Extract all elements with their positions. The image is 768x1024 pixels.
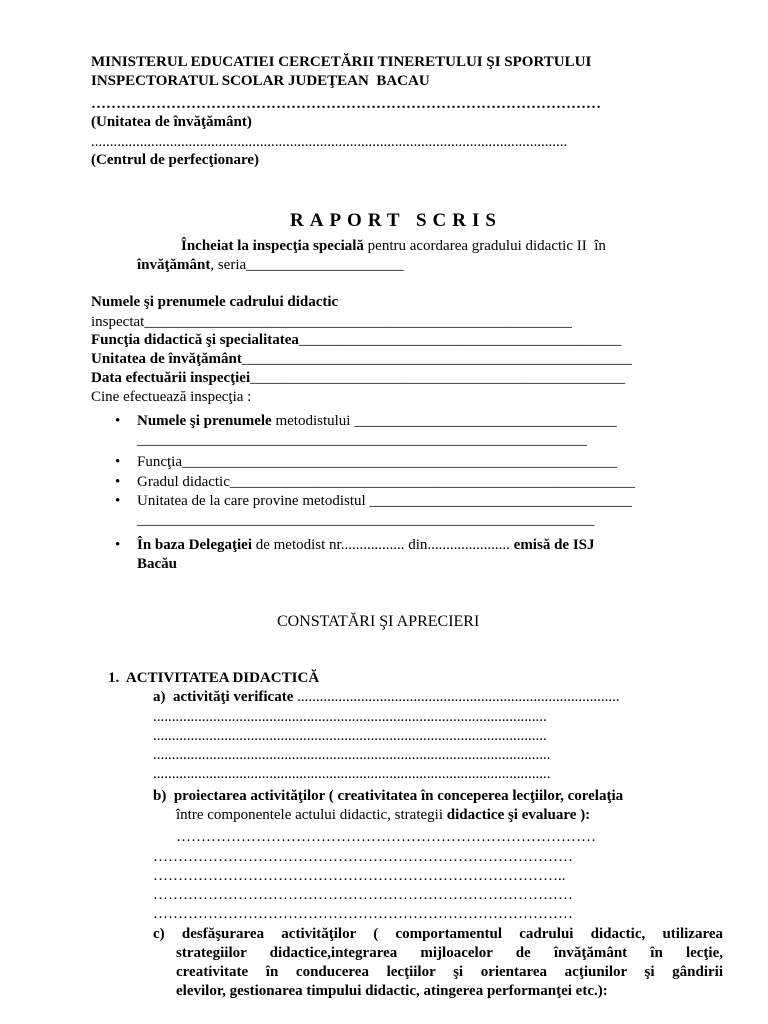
ministry-heading: MINISTERUL EDUCATIEI CERCETĂRII TINERETULUI ŞI SPORTULUI [91, 54, 592, 70]
activity-c-line-1: c) desfăşurarea activităţilor ( comportamentul cadrului didactic, utilizarea [153, 926, 723, 942]
unit-blank: ____________________________________________________ [241, 351, 632, 367]
activity-c-line-3: creativitate în conducerea lecţiilor şi orientarea acţiunilor şi gândirii [176, 964, 723, 980]
activity-b-line: ………………………………………………………………………… [153, 906, 573, 922]
unit-field-label: Unitatea de învăţământ [91, 351, 242, 367]
intro-bold-1: Încheiat la inspecţia specială [181, 238, 364, 254]
activity-a-line: ......................................................................................................... [153, 709, 547, 725]
bullet: • [115, 474, 121, 490]
date-label: Data efectuării inspecţiei [91, 370, 251, 386]
methodist-unit-blank: ___________________________________ [369, 493, 632, 509]
function-label: Funcţia didactică şi specialitatea [91, 332, 299, 348]
methodist-function-field [137, 453, 617, 471]
methodist-grade-blank: ______________________________________________________ [229, 474, 635, 490]
activity-c-line-4: elevilor, gestionarea timpului didactic, atingerea performanţei etc.): [176, 983, 608, 999]
activity-a [153, 688, 620, 706]
inspectorate-heading: INSPECTORATUL SCOLAR JUDEŢEAN BACAU [91, 73, 430, 89]
methodist-unit-line-2: _____________________________________________________________ [137, 512, 595, 528]
delegation-label: În baza Delegaţiei [137, 537, 252, 553]
bullet: • [115, 413, 121, 429]
activity-b-line: ……………………………………………………………………….. [153, 868, 566, 884]
methodist-name-label: Numele şi prenumele [137, 413, 272, 429]
delegation-end: emisă de ISJ [509, 537, 595, 553]
unit-dotted-line: ………………………………………………………………………………………… [91, 96, 601, 112]
who-inspects-label: Cine efectuează inspecţia : [91, 389, 252, 405]
activity-b-line-2 [176, 806, 590, 824]
activity-b-line: ………………………………………………………………………… [153, 849, 573, 865]
delegation-rest: de metodist nr................. din...................... [251, 537, 510, 553]
activity-heading: 1. ACTIVITATEA DIDACTICĂ [108, 670, 320, 686]
unit-label: (Unitatea de învăţământ) [91, 114, 252, 130]
teacher-name-label: Numele şi prenumele cadrului didactic [91, 294, 339, 310]
methodist-function-label: Funcţia [137, 454, 182, 470]
center-label: (Centrul de perfecţionare) [91, 152, 260, 168]
bullet: • [115, 537, 121, 553]
activity-a-line: .......................................................................................................... [153, 766, 551, 782]
center-dotted-line: ............................................................................................................................... [91, 134, 568, 150]
activity-a-line: .......................................................................................................... [153, 747, 551, 763]
methodist-function-blank: __________________________________________________________ [182, 454, 617, 470]
intro-bold-2: învăţământ [137, 257, 211, 273]
section-title: CONSTATĂRI ŞI APRECIERI [277, 613, 480, 630]
activity-b-text-b: didactice şi evaluare ): [446, 807, 591, 823]
delegation-field [137, 536, 595, 554]
delegation-line-2: Bacău [137, 556, 178, 572]
methodist-unit-label: Unitatea de la care provine metodistul [137, 493, 370, 509]
methodist-name-field [137, 412, 617, 430]
intro-line-1 [181, 237, 606, 255]
activity-b-line-1: b) proiectarea activităţilor ( creativitatea în conceperea lecţiilor, corelaţia [153, 788, 624, 804]
activity-b-text-a: între componentele actului didactic, strategii [176, 807, 447, 823]
inspected-line: inspectat_________________________________________________________ [91, 314, 572, 330]
date-blank: __________________________________________________ [250, 370, 626, 386]
activity-a-dots: ...................................................................................... [297, 689, 620, 705]
activity-a-label: a) activităţi verificate [153, 689, 298, 705]
bullet: • [115, 493, 121, 509]
methodist-unit-field [137, 492, 632, 510]
date-field [91, 369, 625, 387]
methodist-grade-field [137, 473, 635, 491]
intro-rest-1: pentru acordarea gradului didactic II în [363, 238, 606, 254]
activity-b-line: ………………………………………………………………………… [153, 887, 573, 903]
intro-rest-2: , seria_____________________ [210, 257, 404, 273]
activity-c-line-2: strategiilor didactice,integrarea mijloacelor de învăţământ în lecţie, [176, 945, 723, 961]
intro-line-2 [137, 256, 404, 274]
methodist-name-line-2: ____________________________________________________________ [137, 432, 587, 448]
activity-a-line: ......................................................................................................... [153, 728, 547, 744]
function-field [91, 331, 621, 349]
unit-field [91, 350, 632, 368]
function-blank: ___________________________________________ [298, 332, 622, 348]
bullet: • [115, 454, 121, 470]
activity-b-line: ………………………………………………………………………… [176, 829, 596, 845]
methodist-grade-label: Gradul didactic [137, 474, 230, 490]
methodist-name-rest: metodistului ___________________________________ [271, 413, 617, 429]
report-title: RAPORT SCRIS [290, 210, 502, 231]
